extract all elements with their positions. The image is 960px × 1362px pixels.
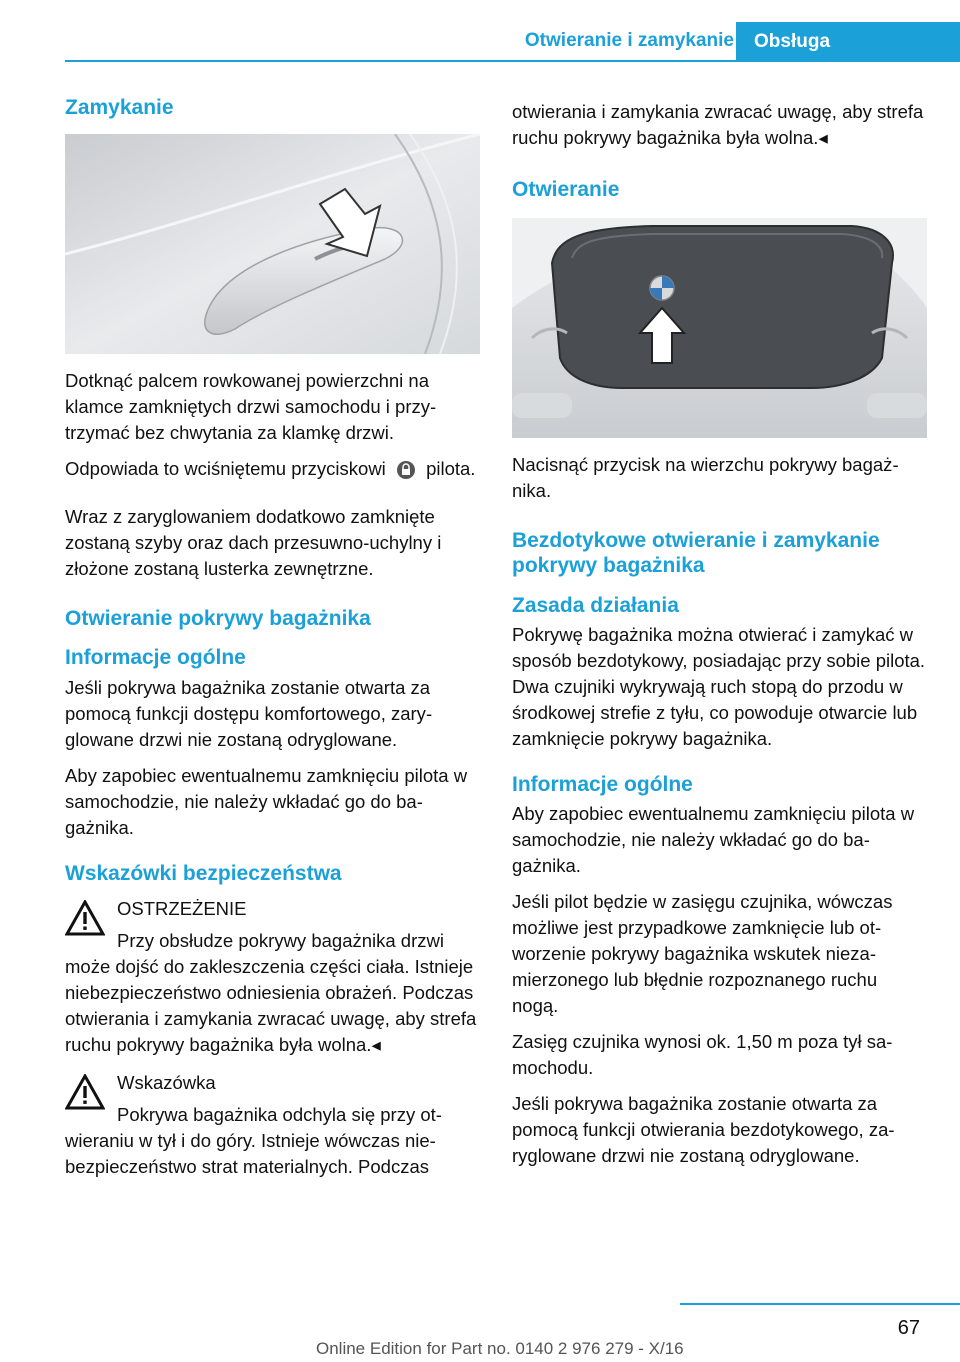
header-section-title: Otwieranie i zamykanie <box>524 30 734 51</box>
header-rule <box>65 60 960 62</box>
page-number: 67 <box>897 1317 920 1339</box>
paragraph-odpowiada-end: pilota. <box>426 458 476 480</box>
note-block <box>65 1070 480 1180</box>
paragraph-odpowiada <box>65 456 480 482</box>
trunk-figure <box>512 218 927 438</box>
paragraph-zasada: Pokrywę bagażnika można otwierać i zamykać w sposób bezdotykowy, posiadając przy sobie pilota. Dwa czujniki wykrywają ruch stopą do przodu w środkowej strefie z tyłu, co powoduje otwarcie lub zamknięcie pokrywy bagażnika. <box>512 623 926 749</box>
note-triangle-icon <box>65 1074 105 1110</box>
paragraph-nacisnac: Nacisnąć przycisk na wierzchu pokrywy bagażnika. <box>512 454 899 502</box>
door-handle-figure <box>65 134 480 354</box>
paragraph-jesli-pokrywa: Jeśli pokrywa bagażnika zostanie otwarta za pomocą funkcji dostępu komfortowego, zaryglowane drzwi nie zostaną odryglowane. <box>65 676 433 750</box>
paragraph-odpowiada-text: Odpowiada to wciśniętemu przyciskowi <box>65 458 386 480</box>
trunk-illustration <box>512 218 927 438</box>
heading-zasada: Zasada działania <box>512 593 679 617</box>
paragraph-dotknac: Dotknąć palcem rowkowanej powierzchni na klamce zamkniętych drzwi samochodu i przytrzymać bez chwytania za klamkę drzwi. <box>65 370 437 444</box>
note-title: Wskazówka <box>117 1071 216 1093</box>
lock-button-icon <box>395 459 417 481</box>
paragraph-wraz: Wraz z zaryglowaniem dodatkowo zamknięte zostaną szyby oraz dach przesuwno-uchylny i złożone zostaną lusterka zewnętrzne. <box>65 506 442 580</box>
left-column <box>65 95 480 1190</box>
header-tab: Obsługa <box>736 22 960 62</box>
page-header <box>0 0 960 62</box>
paragraph-info-2: Jeśli pilot będzie w zasięgu czujnika, wówczas możliwe jest przypadkowe zamknięcie lub otworzenie pokrywy bagażnika wskutek niezamierzonego lub błędnie rozpoznanego ruchu nogą. <box>512 890 893 1016</box>
heading-informacje-ogolne: Informacje ogólne <box>65 646 246 670</box>
heading-otwieranie: Otwieranie <box>512 178 620 201</box>
footer-edition: Online Edition for Part no. 0140 2 976 279 - X/16 <box>316 1339 684 1358</box>
door-handle-illustration <box>65 134 480 354</box>
section-title-zamykanie: Zamykanie <box>65 96 174 119</box>
warning-title: OSTRZEŻENIE <box>117 897 247 919</box>
warning-triangle-icon <box>65 900 105 936</box>
paragraph-info-1: Aby zapobiec ewentualnemu zamknięciu pilota w samochodzie, nie należy wkładać go do bagażnika. <box>512 802 915 876</box>
paragraph-continued: otwierania i zamykania zwracać uwagę, aby strefa ruchu pokrywy bagażnika była wolna.◂ <box>512 101 924 148</box>
note-text: Pokrywa bagażnika odchyla się przy otwieraniu w tył i do góry. Istnieje wówczas niebezpieczeństwo strat materialnych. Podczas <box>65 1103 442 1177</box>
heading-wskazowki: Wskazówki bezpieczeństwa <box>65 861 342 885</box>
footer-rule <box>680 1303 960 1305</box>
right-column <box>512 95 927 1179</box>
heading-bezdotykowe: Bezdotykowe otwieranie i zamykanie pokrywy bagażnika <box>512 529 880 578</box>
warning-block <box>65 896 480 1058</box>
paragraph-aby-zapobiec: Aby zapobiec ewentualnemu zamknięciu pilota w samochodzie, nie należy wkładać go do bagażnika. <box>65 764 468 838</box>
warning-text: Przy obsłudze pokrywy bagażnika drzwi może dojść do zakleszczenia części ciała. Istnieje niebezpieczeństwo odniesienia obrażeń. Podczas otwierania i zamykania zwracać uwagę, aby strefa ruchu pokrywy bagażnika była wolna.◂ <box>65 929 477 1055</box>
heading-otwieranie-pokrywy: Otwieranie pokrywy bagażnika <box>65 607 371 631</box>
heading-informacje-ogolne-right: Informacje ogólne <box>512 772 693 796</box>
paragraph-info-4: Jeśli pokrywa bagażnika zostanie otwarta za pomocą funkcji otwierania bezdotykowego, zaryglowane drzwi nie zostaną odryglowane. <box>512 1092 895 1166</box>
paragraph-info-3: Zasięg czujnika wynosi ok. 1,50 m poza tył samochodu. <box>512 1030 893 1078</box>
